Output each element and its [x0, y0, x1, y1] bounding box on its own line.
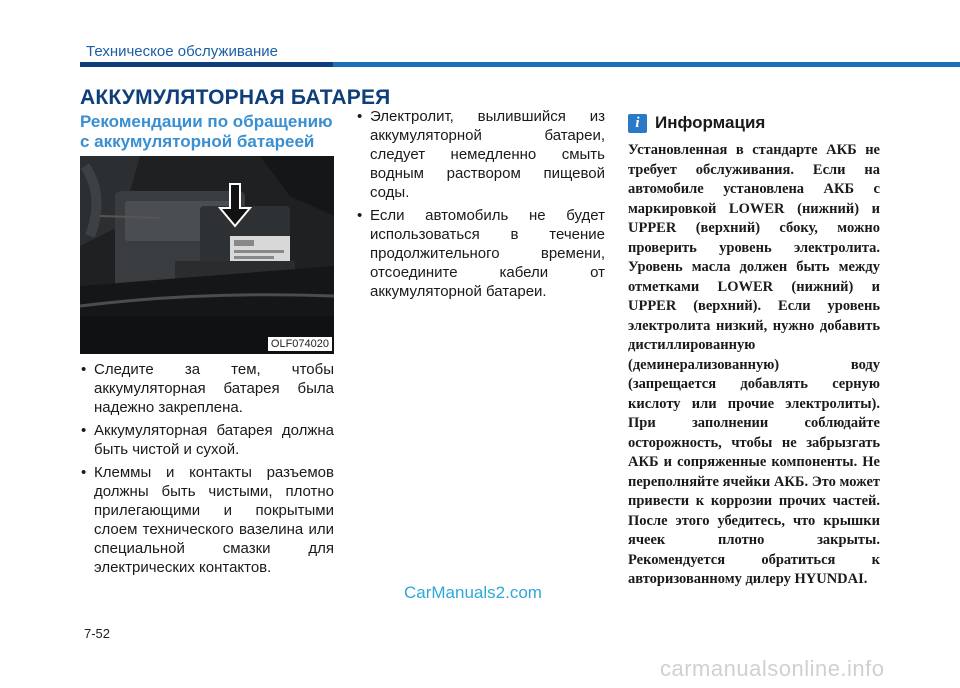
header-rule [80, 62, 960, 67]
figure-code: OLF074020 [268, 337, 332, 351]
battery-photo [80, 156, 334, 354]
subsection-title-line2: с аккумуляторной батареей [80, 132, 315, 151]
list-item: • Аккумуляторная батарея должна быть чистой и сухой. [80, 421, 334, 459]
list-item: • Клеммы и контакты разъемов должны быть чистыми, плотно прилегающими и покрытыми слоем технического вазелина или специальной смазки для электрических контактов. [80, 463, 334, 577]
info-header [628, 113, 880, 133]
watermark-bottom: carmanualsonline.info [660, 656, 885, 681]
section-title: АККУМУЛЯТОРНАЯ БАТАРЕЯ [80, 86, 391, 109]
info-box [628, 113, 880, 590]
subsection-title-line1: Рекомендации по обращению [80, 112, 333, 131]
watermark-link[interactable]: CarManuals2.com [404, 583, 542, 602]
subsection-heading [80, 112, 334, 152]
col1-bullet-list [80, 360, 334, 581]
col2-bullet-list [356, 107, 605, 305]
list-item: • Если автомобиль не будет использоваться в течение продолжительного времени, отсоедините кабели от аккумуляторной батареи. [356, 206, 605, 301]
list-item: • Следите за тем, чтобы аккумуляторная батарея была надежно закреплена. [80, 360, 334, 417]
info-icon: i [628, 114, 647, 133]
engine-bay-illustration [80, 156, 334, 354]
info-text: Установленная в стандарте АКБ не требует обслуживания. Если на автомобиле установлена АКБ с маркировкой LOWER (нижний) и UPPER (верхний) сбоку, можно проверить уровень электролита. Уровень масла должен быть между отметками LOWER (нижний) и UPPER (верхний). Если уровень электролита низкий, нужно добавить дистиллированную (деминерализованную) воду (запрещается добавлять серную кислоту или прочие электролиты). При заполнении соблюдайте осторожность, чтобы не забрызгать АКБ и сопряженные компоненты. Не переполняйте ячейки АКБ. Это может привести к коррозии прочих частей. После этого убедитесь, что крышки ячеек плотно закрыты. Рекомендуется обратиться к авторизованному дилеру HYUNDAI. [628, 142, 880, 587]
list-item: • Электролит, вылившийся из аккумуляторной батареи, следует немедленно смыть водным раствором пищевой соды. [356, 107, 605, 202]
page-number: 7-52 [84, 626, 111, 641]
running-header: Техническое обслуживание [86, 43, 278, 60]
header-rule-accent [80, 62, 333, 67]
info-title: Информация [655, 113, 766, 132]
